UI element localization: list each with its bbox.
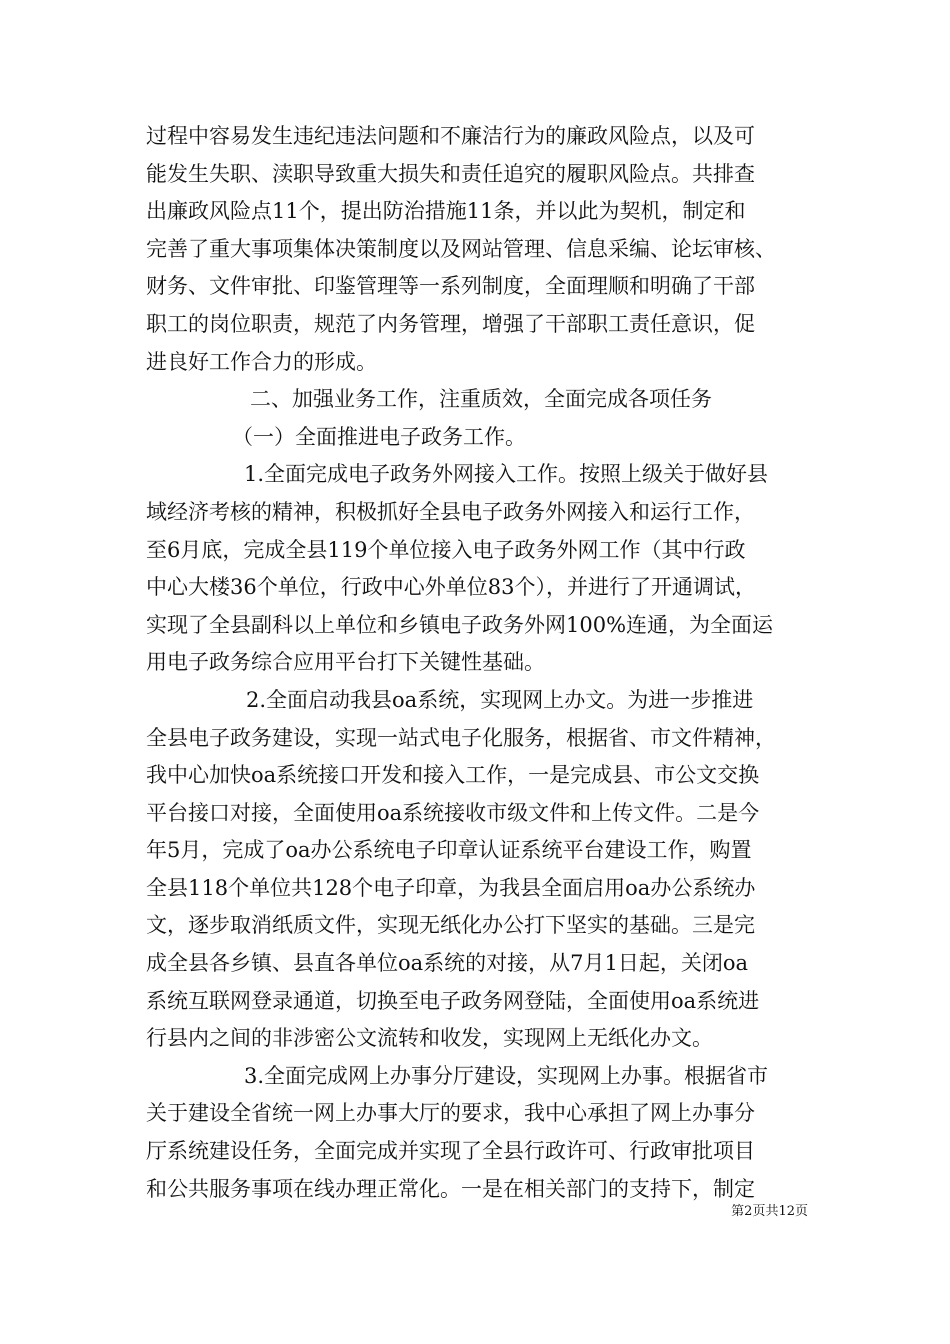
text-line: 关于建设全省统一网上办事大厅的要求，我中心承担了网上办事分 xyxy=(146,1101,755,1126)
text-line: 和公共服务事项在线办理正常化。一是在相关部门的支持下，制定 xyxy=(146,1176,755,1201)
text-line: 1.全面完成电子政务外网接入工作。按照上级关于做好县 xyxy=(244,462,769,487)
text-line: 职工的岗位职责，规范了内务管理，增强了干部职工责任意识，促 xyxy=(146,311,755,336)
text-line: 系统互联网登录通道，切换至电子政务网登陆，全面使用oa系统进 xyxy=(146,988,760,1013)
text-line: 中心大楼36个单位，行政中心外单位83个），并进行了开通调试， xyxy=(146,575,756,600)
text-line: 实现了全县副科以上单位和乡镇电子政务外网100%连通，为全面运 xyxy=(146,612,774,637)
text-line: 至6月底，完成全县119个单位接入电子政务外网工作（其中行政 xyxy=(146,537,746,562)
text-line: 能发生失职、渎职导致重大损失和责任追究的履职风险点。共排查 xyxy=(146,161,755,186)
text-line: 平台接口对接，全面使用oa系统接收市级文件和上传文件。二是今 xyxy=(146,800,760,825)
text-line: 2.全面启动我县oa系统，实现网上办文。为进一步推进 xyxy=(246,687,754,712)
text-line: 域经济考核的精神，积极抓好全县电子政务外网接入和运行工作， xyxy=(146,499,755,524)
text-line: 用电子政务综合应用平台打下关键性基础。 xyxy=(146,650,545,675)
document-body xyxy=(146,118,818,1208)
text-line: 进良好工作合力的形成。 xyxy=(146,349,377,374)
text-line: 年5月，完成了oa办公系统电子印章认证系统平台建设工作，购置 xyxy=(146,838,752,863)
text-line: 厅系统建设任务，全面完成并实现了全县行政许可、行政审批项目 xyxy=(146,1139,755,1164)
text-line: 我中心加快oa系统接口开发和接入工作，一是完成县、市公文交换 xyxy=(146,763,760,788)
text-line: （一）全面推进电子政务工作。 xyxy=(232,424,526,449)
text-line: 二、加强业务工作，注重质效，全面完成各项任务 xyxy=(250,387,712,412)
page-number: 第2页共12页 xyxy=(731,1204,808,1219)
text-line: 全县118个单位共128个电子印章，为我县全面启用oa办公系统办 xyxy=(146,875,756,900)
text-line: 3.全面完成网上办事分厅建设，实现网上办事。根据省市 xyxy=(244,1063,769,1088)
text-line: 出廉政风险点11个，提出防治措施11条，并以此为契机，制定和 xyxy=(146,199,746,224)
text-line: 完善了重大事项集体决策制度以及网站管理、信息采编、论坛审核、 xyxy=(146,236,776,261)
text-line: 文，逐步取消纸质文件，实现无纸化办公打下坚实的基础。三是完 xyxy=(146,913,755,938)
text-line: 行县内之间的非涉密公文流转和收发，实现网上无纸化办文。 xyxy=(146,1026,713,1051)
text-line: 财务、文件审批、印鉴管理等一系列制度，全面理顺和明确了干部 xyxy=(146,274,755,299)
text-line: 过程中容易发生违纪违法问题和不廉洁行为的廉政风险点，以及可 xyxy=(146,124,755,148)
text-line: 全县电子政务建设，实现一站式电子化服务，根据省、市文件精神， xyxy=(146,725,776,750)
text-line: 成全县各乡镇、县直各单位oa系统的对接，从7月1日起，关闭oa xyxy=(146,951,749,976)
